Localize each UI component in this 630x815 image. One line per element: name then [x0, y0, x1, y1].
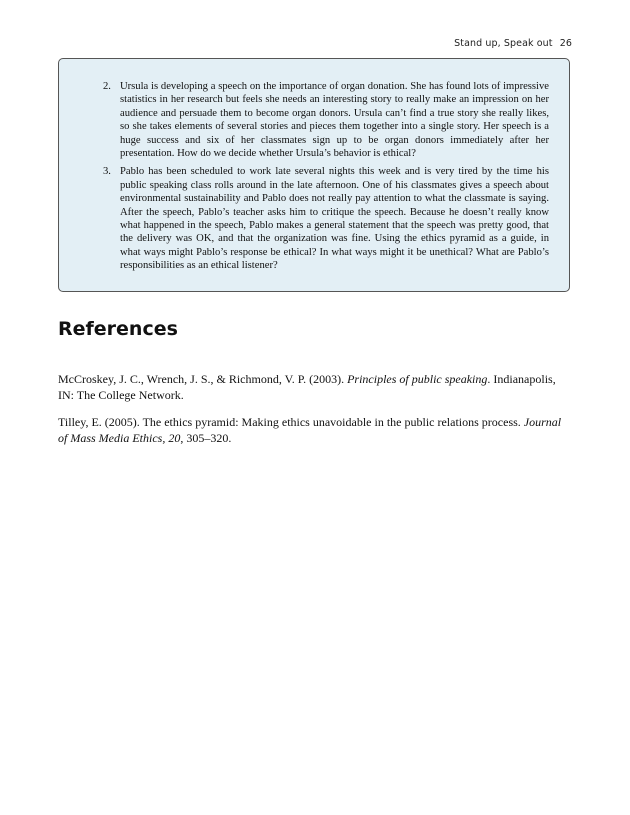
- exercise-item-2: [103, 80, 549, 160]
- exercise-text: Pablo has been scheduled to work late several nights this week and is very tired by the time his public speaking class rolls around in the late afternoon. One of his classmates gives a speech about environmental sustainability and Pablo does not really pay attention to what the classmate is saying. After the speech, Pablo’s teacher asks him to critique the speech. Because he doesn’t really know what happened in the speech, Pablo makes a general statement that the speech was pretty good, that the delivery was OK, and that the organization was fine. Using the ethics pyramid as a guide, in what ways might Pablo’s response be ethical? In what ways might it be unethical? What are Pablo’s responsibilities as an ethical listener?: [120, 166, 549, 272]
- exercise-number: 3.: [103, 166, 111, 178]
- reference-text: , 305–320.: [180, 431, 232, 445]
- exercise-box: [58, 58, 570, 292]
- reference-text: . Indianapolis, IN: The College Network.: [58, 372, 556, 402]
- exercise-text: Ursula is developing a speech on the importance of organ donation. She has found lots of impressive statistics in her research but feels she needs an interesting story to really make an impression on her audience and persuade them to become organ donors. Ursula can’t find a true story she really likes, so she takes elements of several stories and pieces them together into a single story. Her speech is a huge success and six of her classmates sign up to be organ donors immediately after her presentation. How do we decide whether Ursula’s behavior is ethical?: [120, 81, 549, 160]
- running-title: Stand up, Speak out: [454, 38, 553, 49]
- references-heading: References: [58, 318, 178, 340]
- reference-entry: [58, 414, 572, 446]
- running-header: [454, 38, 572, 49]
- reference-text: McCroskey, J. C., Wrench, J. S., & Richmond, V. P. (2003).: [58, 372, 348, 386]
- exercise-list: [103, 80, 549, 273]
- reference-text: Tilley, E. (2005). The ethics pyramid: Making ethics unavoidable in the public relations process.: [58, 415, 524, 429]
- reference-title: Journal of Mass Media Ethics, 20: [58, 415, 562, 445]
- reference-entry: [58, 371, 572, 403]
- reference-title: Principles of public speaking: [347, 372, 488, 386]
- exercise-item-3: [103, 165, 549, 272]
- page-number: 26: [559, 38, 572, 49]
- exercise-number: 2.: [103, 81, 111, 92]
- references-list: [58, 371, 572, 457]
